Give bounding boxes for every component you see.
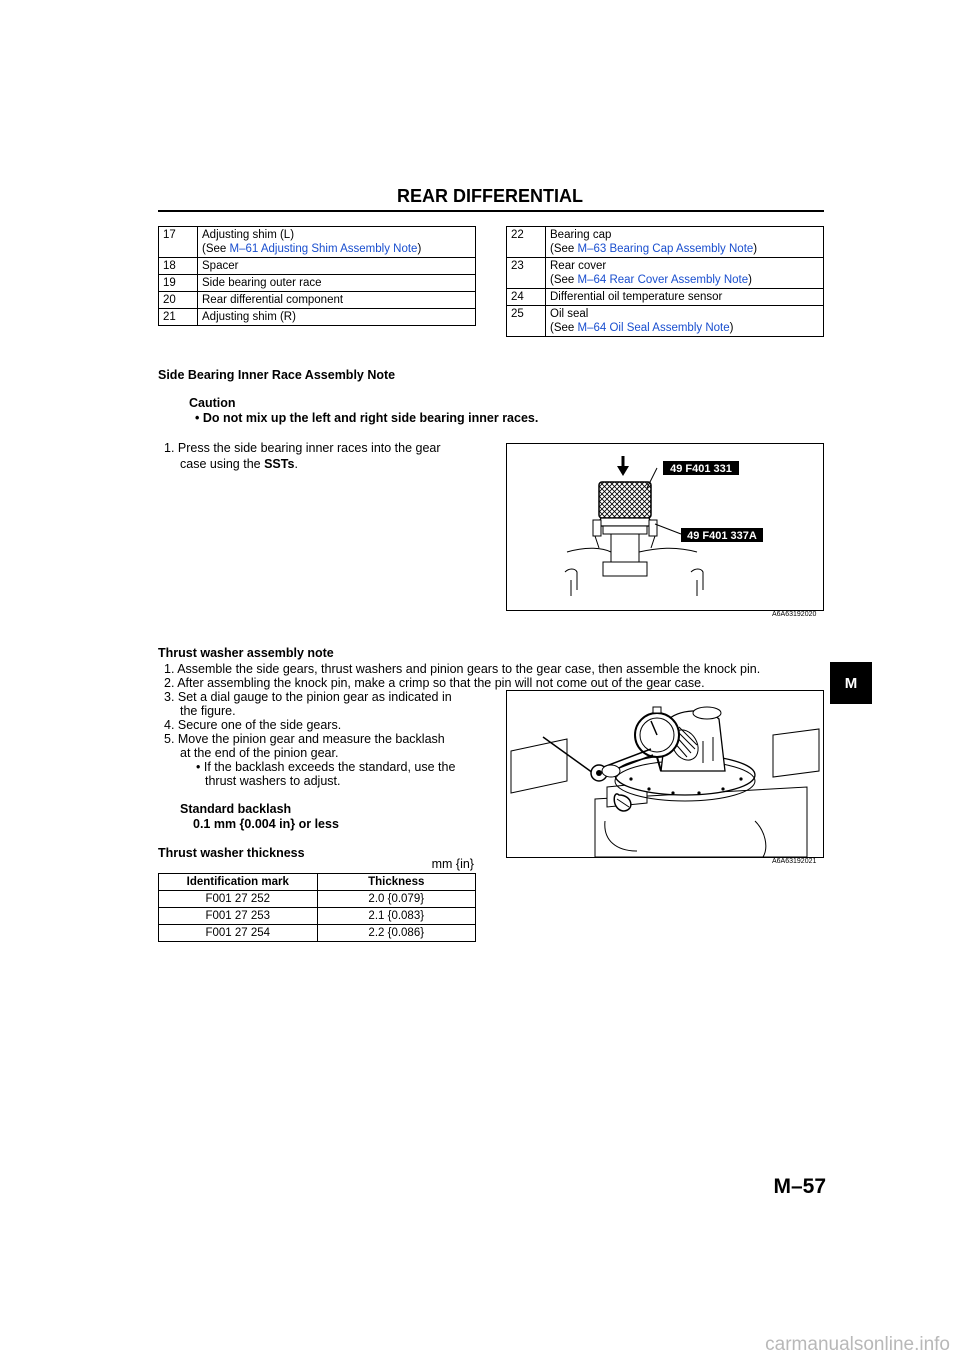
table-row: 22 Bearing cap (See M–63 Bearing Cap Assembly Note) bbox=[507, 227, 824, 258]
bullet-icon: • bbox=[195, 411, 200, 425]
link-rear-cover-note[interactable]: M–64 Rear Cover Assembly Note bbox=[577, 274, 749, 286]
section-heading-thrust-washer: Thrust washer assembly note bbox=[158, 646, 334, 660]
table-row: 19 Side bearing outer race bbox=[159, 275, 476, 292]
table-row: 20 Rear differential component bbox=[159, 292, 476, 309]
dial-gauge-illustration bbox=[507, 691, 823, 857]
unit-label: mm {in} bbox=[431, 857, 474, 871]
step-text: 5. Move the pinion gear and measure the backlash bbox=[164, 732, 445, 746]
thickness-table bbox=[158, 873, 476, 942]
sst-label-337a: 49 F401 337A bbox=[687, 530, 757, 542]
column-header: Identification mark bbox=[159, 874, 318, 891]
page-number: M–57 bbox=[773, 1175, 826, 1198]
step-text: 3. Set a dial gauge to the pinion gear as indicated in bbox=[164, 690, 452, 704]
thickness-table-title: Thrust washer thickness bbox=[158, 846, 305, 860]
step-text: 4. Secure one of the side gears. bbox=[164, 718, 342, 732]
step-text: 1. Press the side bearing inner races into the gear bbox=[164, 441, 441, 455]
table-row: 25 Oil seal (See M–64 Oil Seal Assembly Note) bbox=[507, 306, 824, 337]
table-header-row bbox=[159, 874, 476, 891]
table-row: 18 Spacer bbox=[159, 258, 476, 275]
step-text: the figure. bbox=[180, 704, 236, 718]
figure-sst-press bbox=[506, 443, 824, 611]
figure-code: A6A63192020 bbox=[772, 611, 817, 618]
step-text: at the end of the pinion gear. bbox=[180, 746, 339, 760]
section-heading-side-bearing: Side Bearing Inner Race Assembly Note bbox=[158, 368, 396, 382]
table-row: 23 Rear cover (See M–64 Rear Cover Assembly Note) bbox=[507, 258, 824, 289]
section-tab-m[interactable]: M bbox=[830, 662, 872, 704]
figure-dial-gauge bbox=[506, 690, 824, 858]
caution-text: • Do not mix up the left and right side bearing inner races. bbox=[195, 411, 539, 425]
part-name: Adjusting shim (L) (See M–61 Adjusting Shim Assembly Note) bbox=[198, 227, 476, 258]
step-text: 1. Assemble the side gears, thrust washers and pinion gears to the gear case, then assemble the knock pin. bbox=[164, 662, 761, 676]
table-row: 21 Adjusting shim (R) bbox=[159, 309, 476, 326]
sst-label-331: 49 F401 331 bbox=[670, 463, 732, 475]
step-text: 2. After assembling the knock pin, make a crimp so that the pin will not come out of the gear case. bbox=[164, 676, 705, 690]
bullet-icon: • bbox=[196, 760, 201, 774]
figure-code: A6A63192021 bbox=[772, 858, 817, 865]
parts-table-left bbox=[158, 226, 476, 326]
step-text: case using the SSTs. bbox=[180, 457, 298, 471]
bullet-text: thrust washers to adjust. bbox=[205, 774, 341, 788]
part-number: 17 bbox=[159, 227, 198, 258]
header-rule bbox=[158, 210, 824, 212]
sst-press-illustration bbox=[507, 444, 823, 610]
link-bearing-cap-note[interactable]: M–63 Bearing Cap Assembly Note bbox=[577, 243, 754, 255]
table-row: F001 27 254 2.2 {0.086} bbox=[159, 925, 476, 942]
watermark: carmanualsonline.info bbox=[765, 1334, 950, 1355]
table-row: F001 27 252 2.0 {0.079} bbox=[159, 891, 476, 908]
link-adjusting-shim-note[interactable]: M–61 Adjusting Shim Assembly Note bbox=[229, 243, 418, 255]
standard-label: Standard backlash bbox=[180, 802, 292, 816]
bullet-text: • If the backlash exceeds the standard, use the bbox=[196, 760, 456, 774]
page-title: REAR DIFFERENTIAL bbox=[397, 186, 583, 206]
column-header: Thickness bbox=[317, 874, 476, 891]
link-oil-seal-note[interactable]: M–64 Oil Seal Assembly Note bbox=[577, 322, 730, 334]
parts-table-right bbox=[506, 226, 824, 337]
table-row: F001 27 253 2.1 {0.083} bbox=[159, 908, 476, 925]
table-row: 24 Differential oil temperature sensor bbox=[507, 289, 824, 306]
standard-value: 0.1 mm {0.004 in} or less bbox=[193, 817, 339, 831]
table-row bbox=[159, 227, 476, 258]
caution-label: Caution bbox=[189, 396, 236, 410]
